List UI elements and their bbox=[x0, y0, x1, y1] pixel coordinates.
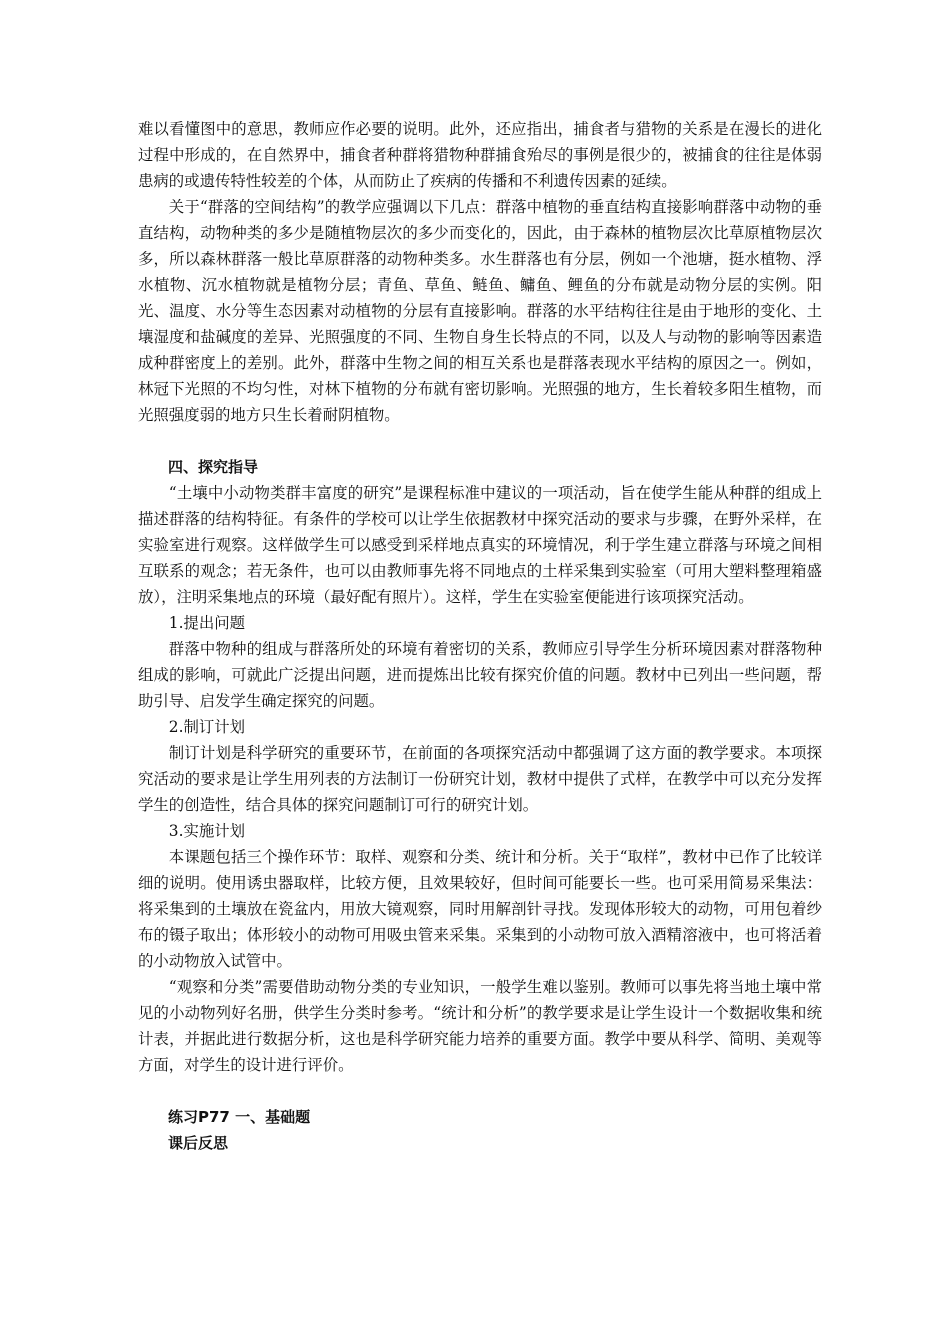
paragraph-inquiry-intro: “土壤中小动物类群丰富度的研究”是课程标准中建议的一项活动，旨在使学生能从种群的组成上描述群落的结构特征。有条件的学校可以让学生依据教材中探究活动的要求与步骤，在野外采样，在实验室进行观察。这样做学生可以感受到采样地点真实的环境情况，利于学生建立群落与环境之间相互联系的观念；若无条件，也可以由教师事先将不同地点的土样采集到实验室（可用大塑料整理箱盛放），注明采集地点的环境（最好配有照片）。这样，学生在实验室便能进行该项探究活动。 bbox=[138, 484, 822, 606]
paragraph-ask-question: 群落中物种的组成与群落所处的环境有着密切的关系，教师应引导学生分析环境因素对群落物种组成的影响，可就此广泛提出问题，进而提炼出比较有探究价值的问题。教材中已列出一些问题，帮助引导、启发学生确定探究的问题。 bbox=[138, 640, 822, 710]
paragraph-sampling: 本课题包括三个操作环节：取样、观察和分类、统计和分析。关于“取样”，教材中已作了比较详细的说明。使用诱虫器取样，比较方便，且效果较好，但时间可能要长一些。也可采用简易采集法：将采集到的土壤放在瓷盆内，用放大镜观察，同时用解剖针寻找。发现体形较大的动物，可用包着纱布的镊子取出；体形较小的动物可用吸虫管来采集。采集到的小动物可放入酒精溶液中，也可将活着的小动物放入试管中。 bbox=[138, 848, 822, 970]
subheading-ask-question: 1.提出问题 bbox=[168, 614, 246, 632]
paragraph-predator-prey: 难以看懂图中的意思，教师应作必要的说明。此外，还应指出，捕食者与猎物的关系是在漫长的进化过程中形成的，在自然界中，捕食者种群将猎物种群捕食殆尽的事例是很少的，被捕食的往往是体弱患病的或遗传特性较差的个体，从而防止了疾病的传播和不利遗传因素的延续。 bbox=[138, 120, 822, 190]
paragraph-make-plan: 制订计划是科学研究的重要环节，在前面的各项探究活动中都强调了这方面的教学要求。本项探究活动的要求是让学生用列表的方法制订一份研究计划，教材中提供了式样，在教学中可以充分发挥学生的创造性，结合具体的探究问题制订可行的研究计划。 bbox=[138, 744, 822, 814]
subheading-make-plan: 2.制订计划 bbox=[168, 718, 246, 736]
exercise-heading: 练习P77 一、基础题 bbox=[168, 1108, 311, 1126]
paragraph-community-structure: 关于“群落的空间结构”的教学应强调以下几点：群落中植物的垂直结构直接影响群落中动物的垂直结构，动物种类的多少是随植物层次的多少而变化的，因此，由于森林的植物层次比草原植物层次多，所以森林群落一般比草原群落的动物种类多。水生群落也有分层，例如一个池塘，挺水植物、浮水植物、沉水植物就是植物分层；青鱼、草鱼、鲢鱼、鳙鱼、鲤鱼的分布就是动物分层的实例。阳光、温度、水分等生态因素对动植物的分层有直接影响。群落的水平结构往往是由于地形的变化、土壤湿度和盐碱度的差异、光照强度的不同、生物自身生长特点的不同，以及人与动物的影响等因素造成种群密度上的差别。此外，群落中生物之间的相互关系也是群落表现水平结构的原因之一。例如，林冠下光照的不均匀性，对林下植物的分布就有密切影响。光照强的地方，生长着较多阳生植物，而光照强度弱的地方只生长着耐阴植物。 bbox=[138, 198, 822, 424]
subheading-implement-plan: 3.实施计划 bbox=[168, 822, 246, 840]
paragraph-observe-classify: “观察和分类”需要借助动物分类的专业知识，一般学生难以鉴别。教师可以事先将当地土壤中常见的小动物列好名册，供学生分类时参考。“统计和分析”的教学要求是让学生设计一个数据收集和统计表，并据此进行数据分析，这也是科学研究能力培养的重要方面。教学中要从科学、简明、美观等方面，对学生的设计进行评价。 bbox=[138, 978, 822, 1074]
section-heading-inquiry: 四、探究指导 bbox=[168, 458, 259, 476]
reflection-heading: 课后反思 bbox=[168, 1134, 229, 1152]
